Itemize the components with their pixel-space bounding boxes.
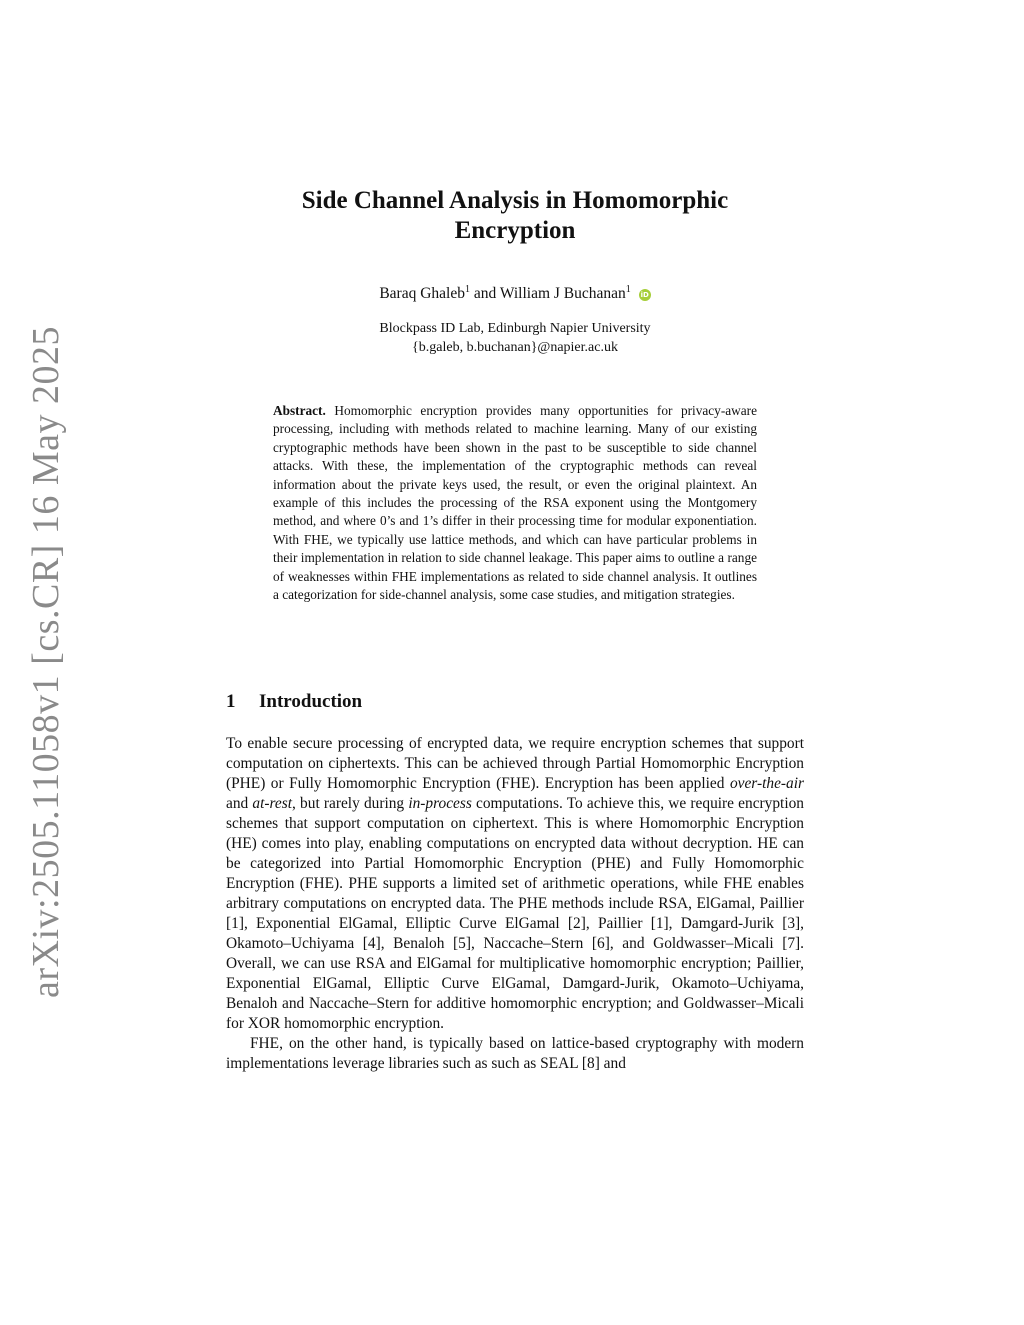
author-line <box>240 284 790 303</box>
abstract-label: Abstract. <box>273 403 326 418</box>
section-heading-introduction <box>226 691 362 713</box>
introduction-body <box>226 734 804 1074</box>
title-line-1: Side Channel Analysis in Homomorphic <box>301 187 729 214</box>
abstract <box>273 402 757 604</box>
orcid-icon[interactable]: iD <box>640 291 649 300</box>
author-2: William J Buchanan <box>499 285 626 303</box>
intro-p1-emphasis-2: at-rest <box>252 795 293 812</box>
intro-p1-text-a: To enable secure processing of encrypted data, we require encryption schemes that support computation on ciphertexts. This can be achieved through Partial Homomorphic Encryption (PHE) or Fully Homomorphic Encryption (FHE). Encryption has been applied <box>226 735 804 792</box>
author-1-affil-mark: 1 <box>464 284 470 295</box>
arxiv-identifier: arXiv:2505.11058v1 [cs.CR] 16 May 2025 <box>25 326 67 998</box>
section-number: 1 <box>226 691 236 712</box>
intro-paragraph-1 <box>226 734 804 1034</box>
intro-paragraph-2: FHE, on the other hand, is typically based on lattice-based cryptography with modern implementations leverage libraries such as such as SEAL [8] and <box>226 1035 804 1072</box>
intro-p1-text-c: , but rarely during <box>292 795 409 812</box>
intro-p1-text-d: computations. To achieve this, we require encryption schemes that support computation on ciphertext. This is where Homomorphic Encryption (HE) comes into play, enabling computations on encrypted data without decryption. HE can be categorized into Partial Homomorphic Encryption (PHE) and Fully Homomorphic Encryption (FHE). PHE supports a limited set of arithmetic operations, while FHE enables arbitrary computations on encrypted data. The PHE methods include RSA, ElGamal, Paillier [1], Exponential ElGamal, Elliptic Curve ElGamal [2], Paillier [1], Damgard-Jurik [3], Okamoto–Uchiyama [4], Benaloh [5], Naccache–Stern [6], and Goldwasser–Micali [7]. Overall, we can use RSA and ElGamal for multiplicative homomorphic encryption; Paillier, Exponential ElGamal, Elliptic Curve ElGamal, Damgard-Jurik, Okamoto–Uchiyama, Benaloh and Naccache–Stern for additive homomorphic encryption; and Goldwasser–Micali for XOR homomorphic encryption. <box>226 795 804 1032</box>
intro-p1-text-b: and <box>226 795 253 812</box>
title-line-2: Encryption <box>454 217 576 244</box>
author-emails: {b.galeb, b.buchanan}@napier.ac.uk <box>412 340 618 355</box>
intro-p1-emphasis-3: in-process <box>408 795 472 812</box>
abstract-text: Homomorphic encryption provides many opportunities for privacy-aware processing, including with methods related to machine learning. Many of our existing cryptographic methods have been shown in the past to be susceptible to side channel attacks. With these, the implementation of the cryptographic methods can reveal information about the private keys used, the result, or even the original plaintext. An example of this includes the processing of the RSA exponent using the Montgomery method, and where 0’s and 1’s differ in their processing time for modular exponentiation. With FHE, we typically use lattice methods, and which can have particular problems in their implementation in relation to side channel leakage. This paper aims to outline a range of weaknesses within FHE implementations as related to side channel analysis. It outlines a categorization for side-channel analysis, some case studies, and mitigation strategies. <box>273 403 757 603</box>
author-1: Baraq Ghaleb <box>379 285 465 303</box>
affiliation-block <box>240 319 790 357</box>
author-and: and <box>473 285 497 303</box>
intro-p1-emphasis-1: over-the-air <box>729 775 804 792</box>
affiliation: Blockpass ID Lab, Edinburgh Napier University <box>379 321 651 336</box>
author-2-affil-mark: 1 <box>625 284 631 295</box>
section-title: Introduction <box>259 691 363 712</box>
paper-title <box>240 186 790 246</box>
